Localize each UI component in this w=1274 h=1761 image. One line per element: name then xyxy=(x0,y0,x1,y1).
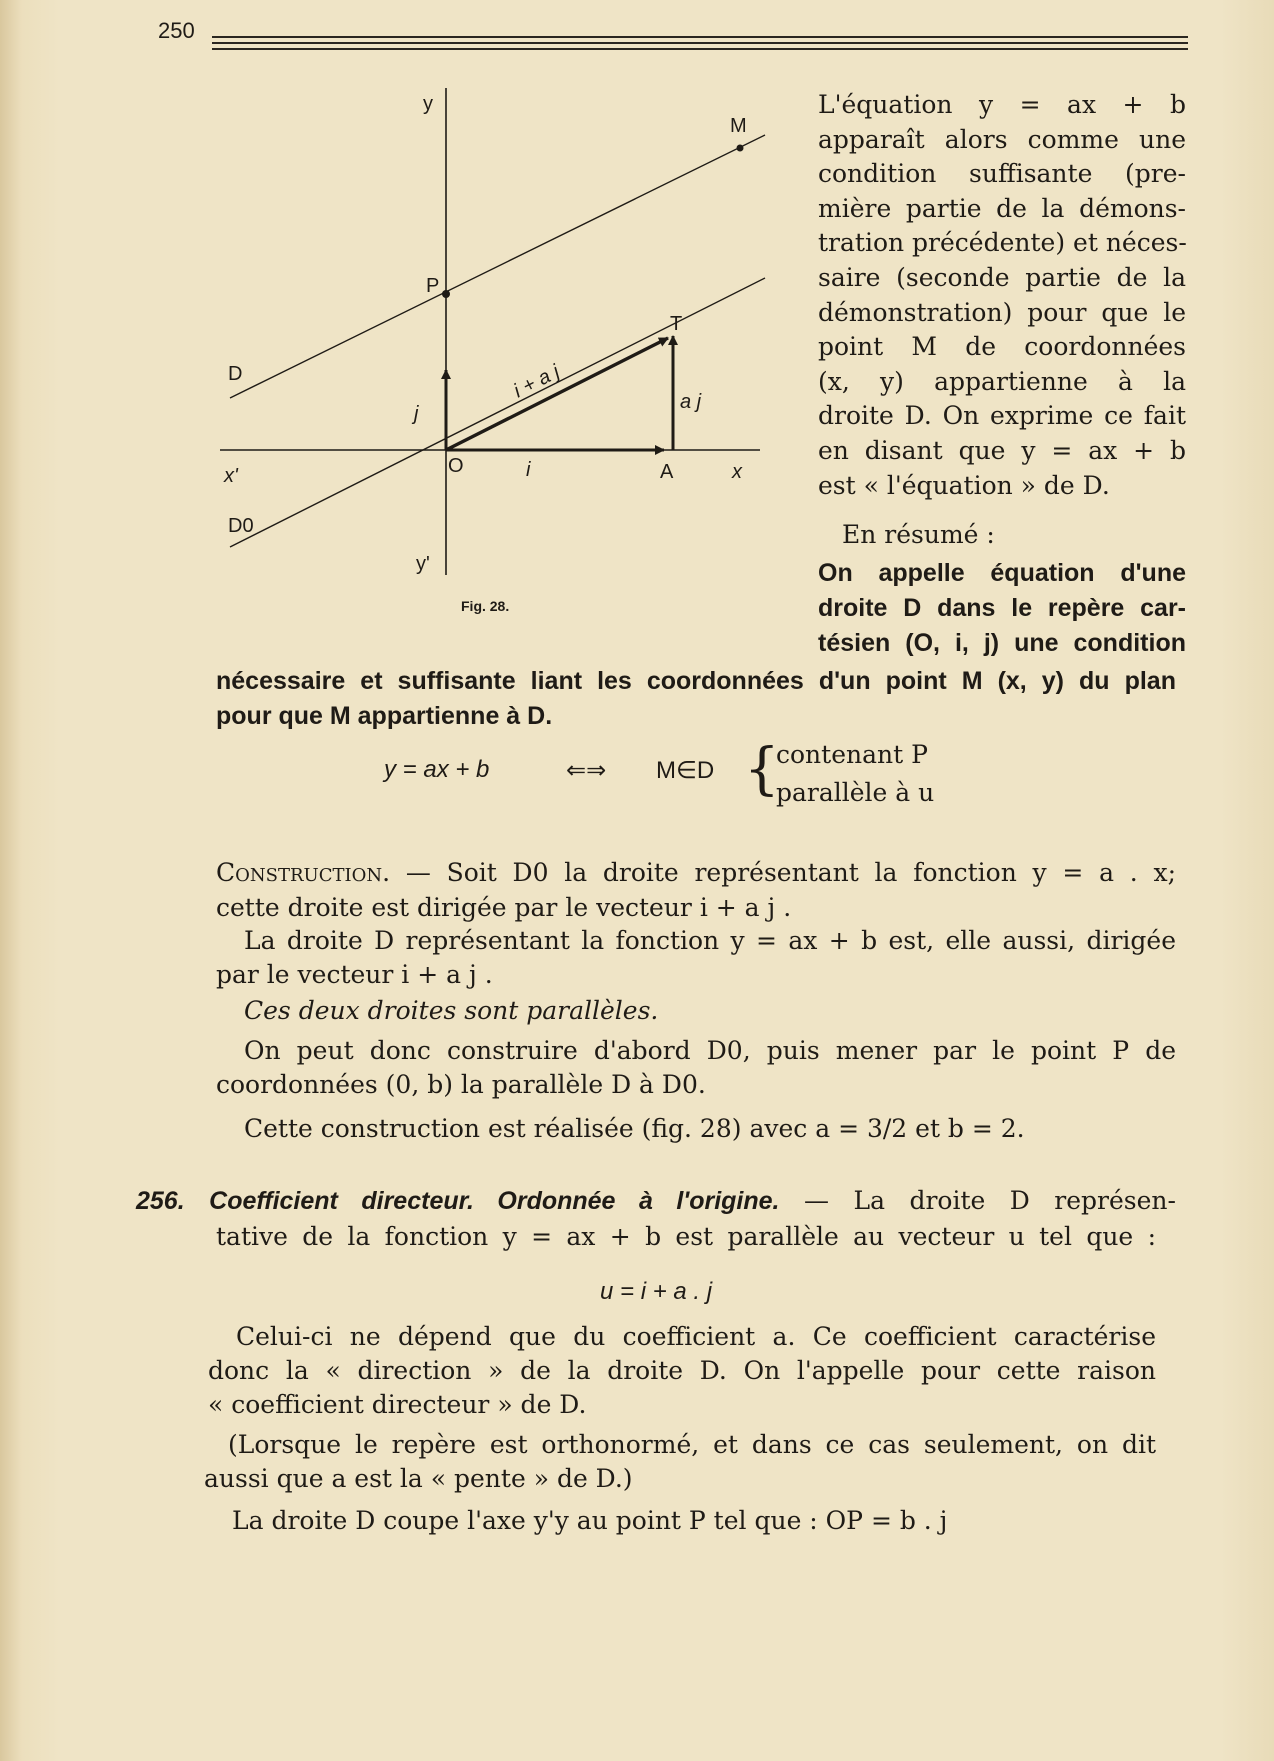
page-number: 250 xyxy=(158,18,195,43)
label-j: j xyxy=(414,403,419,425)
label-y: y xyxy=(423,93,433,115)
construction-paragraph xyxy=(216,856,1176,925)
vector-equation: u = i + a . j xyxy=(600,1278,713,1305)
definition-line: nécessaire et suffisante liant les coordonnées d'un point M (x, y) du plan xyxy=(216,667,1176,695)
header-rule xyxy=(212,42,1188,44)
equivalence-lhs: y = ax + b xyxy=(384,756,490,783)
text-line: Construction. — Soit D0 la droite représentant la fonction y = a . x; xyxy=(216,858,1176,887)
text-line: tration précédente) et néces- xyxy=(818,228,1187,258)
figure-caption: Fig. 28. xyxy=(461,598,510,614)
text-line: coordonnées (0, b) la parallèle D à D0. xyxy=(216,1070,706,1099)
construction-label: Construction. xyxy=(216,858,391,887)
right-column-text xyxy=(818,88,1186,503)
label-d0: D0 xyxy=(228,515,254,537)
label-p: P xyxy=(426,275,440,297)
text-line: démonstration) pour que le xyxy=(818,297,1186,327)
text-line: aussi que a est la « pente » de D.) xyxy=(204,1464,633,1493)
label-d: D xyxy=(228,363,243,385)
text-line: (x, y) appartienne à la xyxy=(818,366,1186,396)
text-line: condition suffisante (pre- xyxy=(818,159,1186,189)
text-line: Cette construction est réalisée (fig. 28) avec a = 3/2 et b = 2. xyxy=(244,1114,1025,1143)
label-m: M xyxy=(730,115,747,137)
definition-line: pour que M appartienne à D. xyxy=(216,702,553,730)
label-y-prime: y' xyxy=(416,553,430,575)
definition-line: On appelle équation d'une xyxy=(818,559,1186,587)
text-line: On peut donc construire d'abord D0, puis mener par le point P de xyxy=(244,1036,1176,1065)
text-line: La droite D coupe l'axe y'y au point P tel que : OP = b . j xyxy=(232,1506,948,1535)
text-line: « coefficient directeur » de D. xyxy=(208,1390,587,1419)
label-aj: a j xyxy=(680,391,702,413)
definition-start xyxy=(818,556,1186,661)
vector-i-plus-aj xyxy=(446,338,668,450)
text-line: par le vecteur i + a j . xyxy=(216,960,493,989)
text-line: en disant que y = ax + b xyxy=(818,435,1186,465)
label-i: i xyxy=(526,459,531,481)
definition-line: tésien (O, i, j) une condition xyxy=(818,629,1186,657)
section-256-heading: 256. Coefficient directeur. Ordonnée à l'origine. — La droite D représen- xyxy=(136,1186,1176,1215)
text-line: point M de coordonnées xyxy=(818,332,1186,362)
point-p xyxy=(442,290,450,298)
text-line: Celui-ci ne dépend que du coefficient a. Ce coefficient caractérise xyxy=(236,1322,1156,1351)
text-line: est « l'équation » de D. xyxy=(818,470,1110,500)
brace: { xyxy=(744,737,780,802)
figure-28 xyxy=(220,80,780,600)
line-d xyxy=(230,135,765,398)
definition-line: droite D dans le repère car- xyxy=(818,594,1186,622)
text-line: La droite D représentant la fonction y = ax + b est, elle aussi, dirigée xyxy=(244,926,1176,955)
point-m xyxy=(737,145,744,152)
text-line: donc la « direction » de la droite D. On l'appelle pour cette raison xyxy=(208,1356,1156,1385)
label-i-plus-aj: i + a j xyxy=(510,360,564,403)
text-line: cette droite est dirigée par le vecteur i + a j . xyxy=(216,892,792,922)
label-x-prime: x' xyxy=(224,465,238,487)
header-rule xyxy=(212,48,1188,50)
equivalence-cond1: contenant P xyxy=(776,740,928,769)
label-x: x xyxy=(732,461,742,483)
label-t: T xyxy=(670,313,683,335)
text-line: tative de la fonction y = ax + b est parallèle au vecteur u tel que : xyxy=(216,1222,1156,1251)
equivalence-cond2: parallèle à u xyxy=(776,778,935,807)
equivalence-rhs: M∈D xyxy=(656,757,715,784)
text-line: L'équation y = ax + b xyxy=(818,90,1186,119)
text-line: Ces deux droites sont parallèles. xyxy=(244,996,659,1025)
text-line: apparaît alors comme une xyxy=(818,124,1186,154)
header-rule xyxy=(212,36,1188,38)
label-o: O xyxy=(448,455,464,477)
section-number: 256. xyxy=(136,1187,185,1215)
label-a: A xyxy=(660,461,674,483)
text-line: mière partie de la démons- xyxy=(818,193,1186,223)
text-line: saire (seconde partie de la xyxy=(818,262,1186,292)
section-title: Coefficient directeur. Ordonnée à l'origine. xyxy=(209,1187,780,1215)
text-line: droite D. On exprime ce fait xyxy=(818,401,1186,431)
equivalence-arrow: ⇐⇒ xyxy=(566,757,607,784)
text-line: (Lorsque le repère est orthonormé, et dans ce cas seulement, on dit xyxy=(228,1430,1156,1459)
definition-continued xyxy=(216,664,1176,734)
en-resume: En résumé : xyxy=(842,520,995,549)
